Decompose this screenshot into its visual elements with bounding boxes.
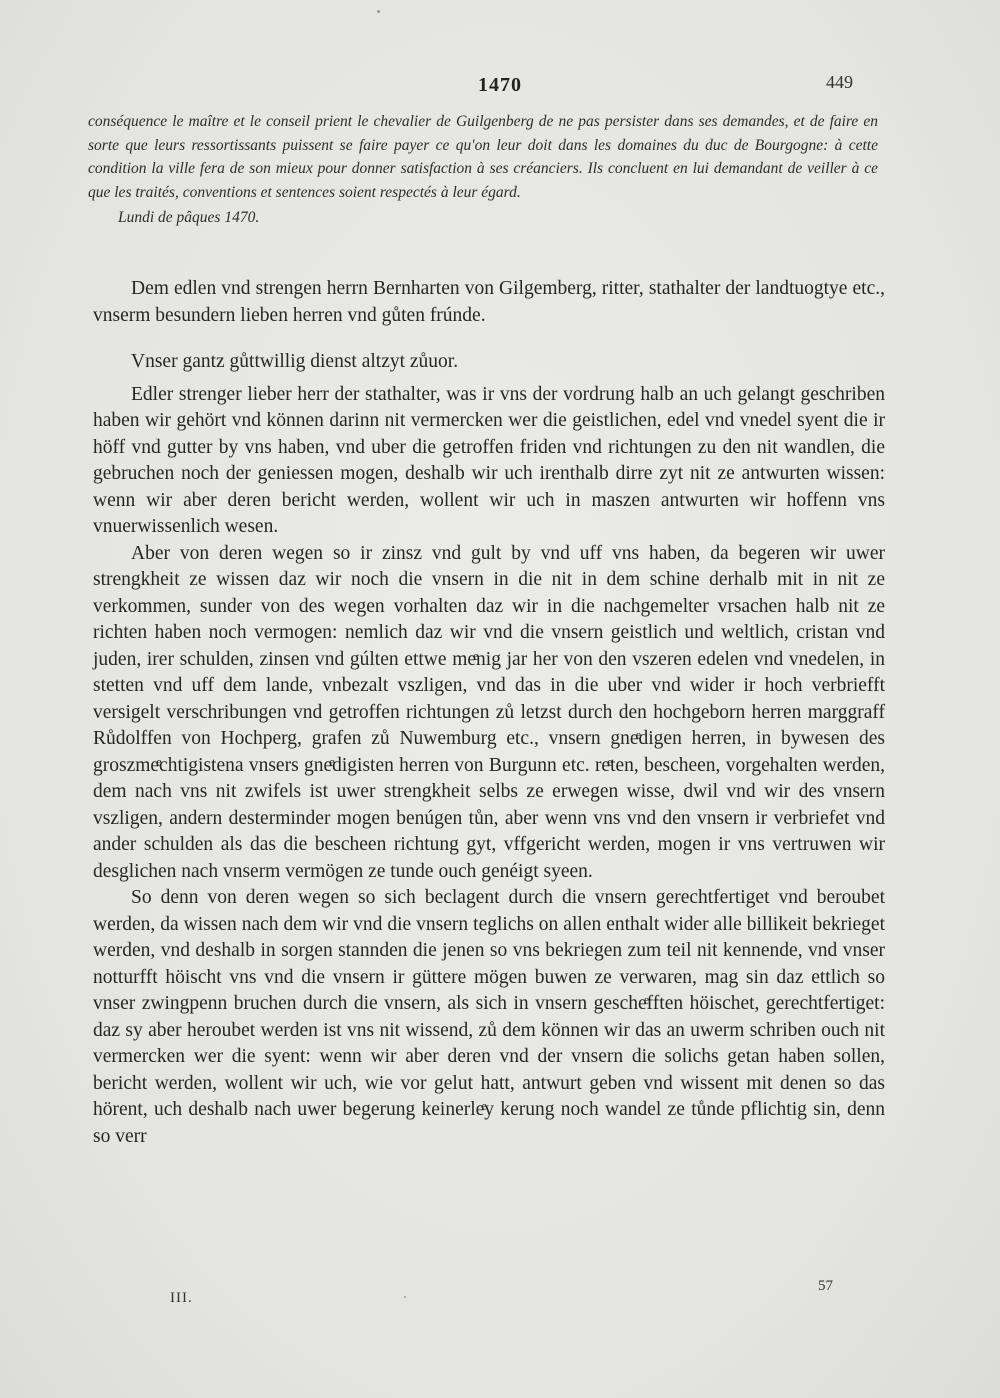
letter-paragraph: Edler strenger lieber herr der stathalter, was ir vns der vordrung halb an uch gelangt geschriben haben wir gehört vnd können darinn nit vermercken wer die geistlichen, edel vnd vnedel syent die ir höff vnd gutter by vns haben, vnd uber die getroffen friden vnd richtungen zu den nit wandlen, die gebruchen noch der geniessen mogen, deshalb wir uch irenthalb dirre zyt nit ze antwurten wissen: wenn wir aber deren bericht werden, wollent wir uch in maszen antwurten wir hoffenn vns vnuerwissenlich wesen. [93, 383, 885, 537]
letter-address: Dem edlen vnd strengen herrn Bernharten von Gilgemberg, ritter, stathalter der landtuogtye etc., vnserm besundern lieben herren vnd gůten frúnde. [93, 278, 885, 326]
letter-body [93, 276, 885, 1150]
volume-marker: III. [170, 1290, 193, 1306]
summary-dateline: Lundi de pâques 1470. [118, 209, 260, 226]
page-number: 449 [826, 72, 853, 92]
paper-speck [404, 1296, 406, 1298]
paper-speck [377, 10, 380, 13]
summary-text: conséquence le maître et le conseil prient le chevalier de Guilgenberg de ne pas persister dans ses demandes, et de faire en sorte que leurs ressortissants puissent se faire payer ce qu'on leur doit dans les domaines du duc de Bourgogne: à cette condition la ville fera de son mieux pour donner satisfaction à ses créanciers. Ils concluent en lui demandant de veiller à ce que les traités, conventions et sentences soient respectés à leur égard. [88, 113, 878, 201]
signature-mark: 57 [818, 1278, 833, 1294]
running-head-year: 1470 [478, 74, 522, 96]
letter-greeting: Vnser gantz gůttwillig dienst altzyt zůuor. [131, 351, 459, 372]
letter-paragraph: So denn von deren wegen so sich beclagent durch die vnsern gerechtfertiget vnd beroubet werden, da wissen nach dem wir vnd die vnsern teglichs on allen enthalt wider alle billikeit bekrieget werden, vnd deshalb in sorgen stannden die jenen so vns bekriegen zum teil nit kennende, vnd vnser notturfft höischt vns vnd die vnsern ir güttere mögen buwen ze verwaren, mag sin daz ettlich so vnser zwingpenn bruchen durch die vnsern, als sich in vnsern gescheͤfften höischet, gerechtfertiget: daz sy aber heroubet werden ist vns nit wissend, zů dem können wir das an uwerm schriben ouch nit vermercken wer die syent: wenn wir aber deren vnd der vnsern die solichs getan haben sollen, bericht werden, wollent wir uch, wie vor gelut hatt, antwurt geben vnd wissent mit denen so das hörent, uch deshalb nach uwer begerung keinerleͤy kerung noch wandel ze tůnde pflichtig sin, denn so verr [93, 887, 885, 1147]
french-summary [88, 110, 878, 230]
letter-paragraph: Aber von deren wegen so ir zinsz vnd gult by vnd uff vns haben, da begeren wir uwer strengkheit ze wissen daz wir noch die vnsern in die nit in dem schine derhalb mit in nit ze verkommen, sunder von des wegen vorhalten daz wir in die nachgemelter vrsachen halb nit ze richten haben noch vermogen: nemlich daz wir vnd die vnsern geistlich und weltlich, cristan vnd juden, irer schulden, zinsen vnd gúlten ettwe meͤnig jar her von den vszeren edelen vnd vnedelen, in stetten vnd uff dem lande, vnbezalt vszligen, vnd das in die uber vnd wider ir hoch verbriefft versigelt verschribungen vnd getroffen richtungen zů letzst durch den hochgeborn herren marggraff Růdolffen von Hochperg, grafen zů Nuwemburg etc., vnsern gneͤdigen herren, in bywesen des groszmeͤchtigistena vnsers gneͤdigisten herren von Burgunn etc. reͤten, bescheen, vorgehalten werden, dem nach vns nit zwifels ist uwer strengkheit selbs ze erwegen wisse, dwil vnd wir des vnsern vszligen, andern desterminder mogen benúgen tůn, aber wenn vns vnd den vnsern ir verbriefet vnd ander schulden als das die bescheen richtung gyt, vffgericht werden, mogen ir vns vertruwen wir desglichen nach vnserm vermögen ze tunde ouch genéigt syeen. [93, 542, 885, 882]
